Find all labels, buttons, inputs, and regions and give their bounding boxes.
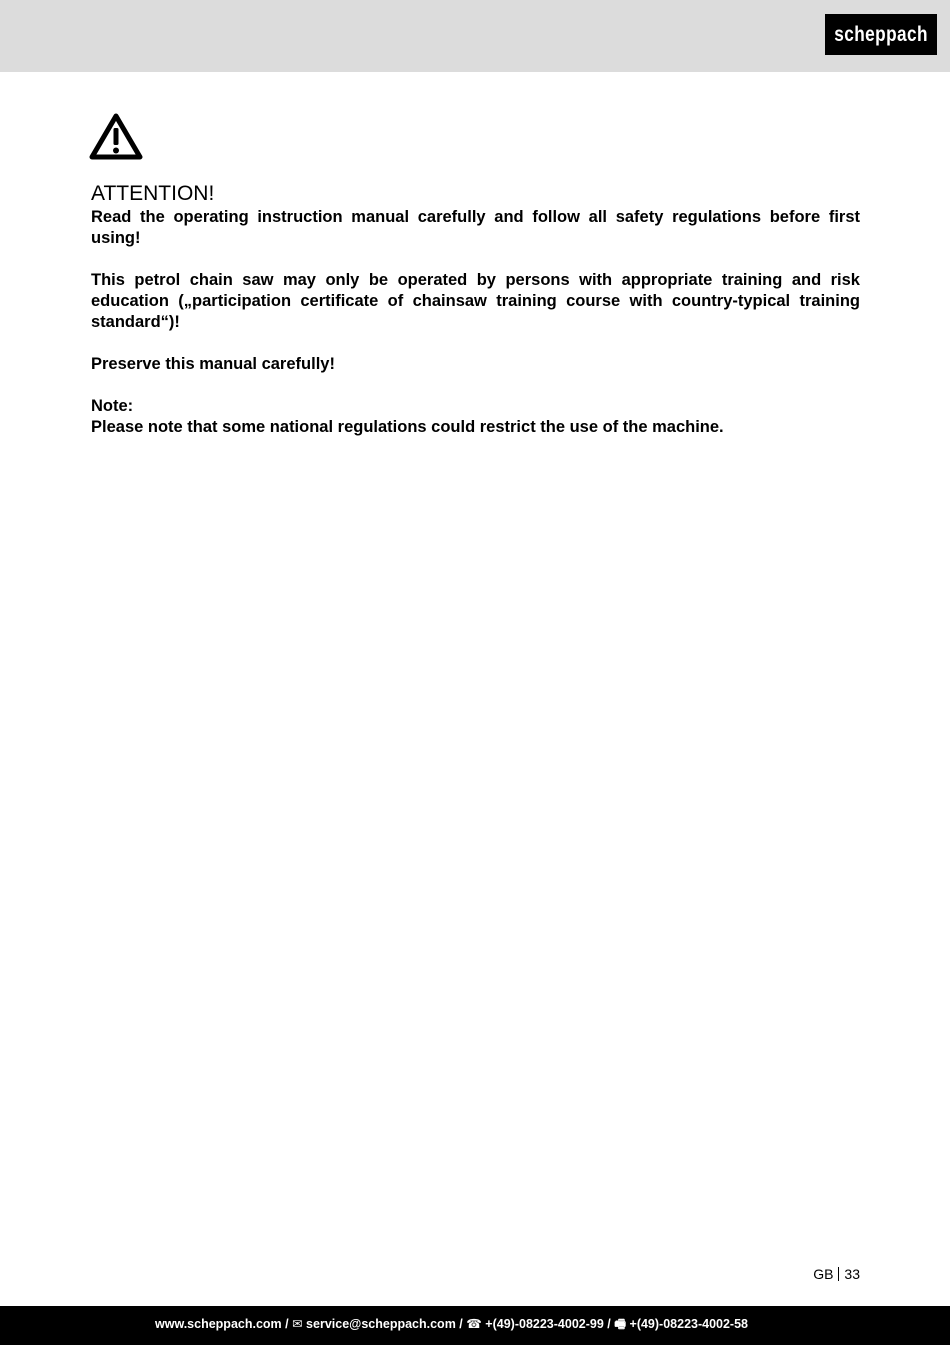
brand-logo-text: scheppach [834, 22, 928, 46]
email-icon: ✉ [292, 1317, 303, 1331]
footer-phone: +(49)-08223-4002-99 [485, 1317, 604, 1331]
phone-icon: ☎ [466, 1317, 482, 1331]
note-label: Note: [91, 397, 134, 415]
page-number-divider [838, 1267, 839, 1281]
footer-fax: +(49)-08223-4002-58 [629, 1317, 749, 1331]
intro-paragraph: Read the operating instruction manual carefully and follow all safety regulations before first using! [91, 208, 860, 247]
footer-separator: / [281, 1317, 293, 1331]
training-paragraph: This petrol chain saw may only be operated by persons with appropriate training and risk education („participation certificate of chainsaw training course with country-typical training standard“)! [91, 271, 860, 331]
footer-website[interactable]: www.scheppach.com [155, 1317, 282, 1331]
footer-contact [155, 1316, 748, 1332]
page-number-value: 33 [844, 1266, 860, 1282]
page-number [813, 1265, 860, 1283]
safety-notice [91, 181, 860, 438]
footer-email[interactable]: service@scheppach.com [306, 1317, 456, 1331]
attention-title: ATTENTION! [91, 182, 215, 205]
header-bar [0, 0, 950, 72]
warning-triangle-icon [89, 112, 143, 161]
preserve-paragraph: Preserve this manual carefully! [91, 355, 335, 373]
note-text: Please note that some national regulations could restrict the use of the machine. [91, 418, 724, 436]
fax-icon: 🖷 [614, 1317, 627, 1331]
footer-separator: / [455, 1317, 467, 1331]
footer-separator: / [603, 1317, 615, 1331]
brand-logo [825, 14, 937, 55]
page-language: GB [813, 1266, 834, 1282]
